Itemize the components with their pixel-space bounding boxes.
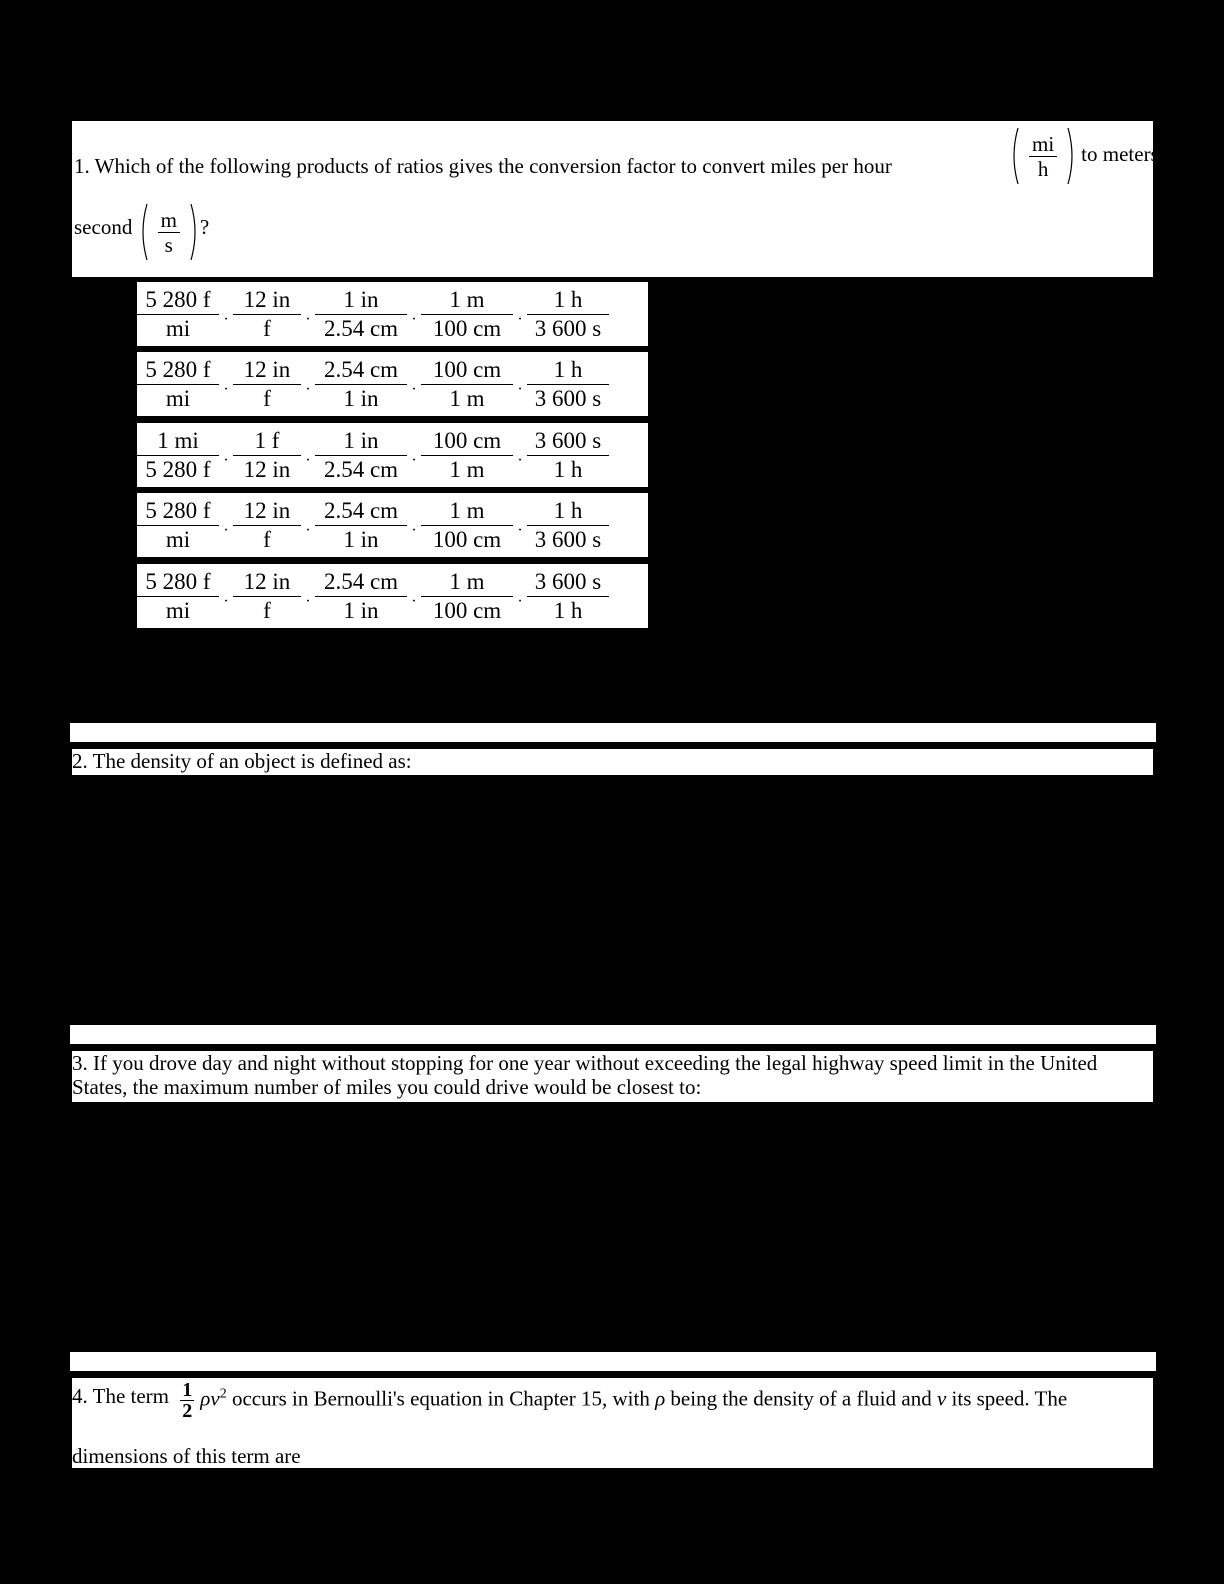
ratio-fraction <box>421 568 513 625</box>
ratio-denominator: mi <box>165 385 191 411</box>
ratio-denominator: 3 600 s <box>534 526 602 552</box>
q1-text: 1. Which of the following products of ratios gives the conversion factor to convert miles per hour <box>74 154 892 178</box>
multiply-dot: · <box>223 381 229 398</box>
ratio-fraction <box>137 286 219 343</box>
left-paren-icon <box>138 203 148 261</box>
ratio-denominator: 12 in <box>243 456 291 482</box>
multiply-dot: · <box>305 452 311 469</box>
q1-second-word: second <box>74 214 133 239</box>
ratio-denominator: 1 h <box>553 456 583 482</box>
multiply-dot: · <box>305 381 311 398</box>
ratio-fraction <box>421 286 513 343</box>
q3-line-2: States, the maximum number of miles you could drive would be closest to: <box>72 1075 702 1099</box>
ratio-numerator: 5 280 f <box>137 568 219 597</box>
ratio-denominator: 100 cm <box>432 597 502 623</box>
one-half-fraction <box>180 1380 194 1421</box>
ratio-denominator: 2.54 cm <box>323 315 399 341</box>
q1-option-4[interactable] <box>137 493 648 557</box>
mi-per-h-fraction <box>1029 132 1057 181</box>
ratio-fraction <box>233 497 301 554</box>
ratio-numerator: 1 h <box>527 497 609 526</box>
question-2 <box>72 749 1153 775</box>
ratio-denominator: 1 in <box>343 526 379 552</box>
ratio-denominator: 5 280 f <box>145 456 211 482</box>
ratio-product <box>137 352 648 416</box>
q4-end: its speed. The <box>951 1386 1068 1411</box>
ratio-denominator: 1 m <box>449 385 485 411</box>
q1-option-5[interactable] <box>137 564 648 628</box>
ratio-fraction <box>527 568 609 625</box>
separator-bar <box>70 1025 1156 1044</box>
q1-line1-end: to meters per <box>1081 141 1191 166</box>
ratio-fraction <box>233 568 301 625</box>
question-1 <box>72 121 1191 277</box>
multiply-dot: · <box>411 452 417 469</box>
ratio-numerator: 12 in <box>233 497 301 526</box>
ratio-fraction <box>421 427 513 484</box>
ratio-numerator: 1 m <box>421 568 513 597</box>
ratio-numerator: 2.54 cm <box>315 497 407 526</box>
rho-symbol: ρ <box>655 1386 666 1411</box>
multiply-dot: · <box>517 311 523 328</box>
ratio-numerator: 5 280 f <box>137 497 219 526</box>
q1-option-2[interactable] <box>137 352 648 416</box>
ratio-numerator: 1 h <box>527 286 609 315</box>
ratio-denominator: 3 600 s <box>534 385 602 411</box>
ratio-denominator: 1 h <box>553 597 583 623</box>
ratio-numerator: 3 600 s <box>527 568 609 597</box>
ratio-numerator: 100 cm <box>421 356 513 385</box>
ratio-denominator: 1 m <box>449 456 485 482</box>
ratio-numerator: 2.54 cm <box>315 356 407 385</box>
multiply-dot: · <box>411 311 417 328</box>
multiply-dot: · <box>223 311 229 328</box>
multiply-dot: · <box>411 522 417 539</box>
ratio-denominator: f <box>263 597 271 623</box>
separator-bar <box>70 723 1156 742</box>
q1-option-1[interactable] <box>137 282 648 346</box>
ratio-fraction <box>421 356 513 413</box>
v-symbol: v <box>210 1386 220 1411</box>
ratio-denominator: 100 cm <box>432 526 502 552</box>
ratio-numerator: 12 in <box>233 568 301 597</box>
q1-question-mark: ? <box>199 214 210 239</box>
ratio-numerator: 2.54 cm <box>315 568 407 597</box>
q3-line-1: 3. If you drove day and night without stopping for one year without exceeding the legal highway speed limit in the United <box>72 1051 1098 1075</box>
ratio-denominator: f <box>263 526 271 552</box>
multiply-dot: · <box>223 593 229 610</box>
right-paren-icon <box>1067 127 1077 185</box>
ratio-numerator: 1 mi <box>137 427 219 456</box>
right-paren-icon <box>190 203 200 261</box>
ratio-denominator: 1 in <box>343 385 379 411</box>
ratio-denominator: 3 600 s <box>534 315 602 341</box>
ratio-fraction <box>233 356 301 413</box>
q2-text: 2. The density of an object is defined as: <box>72 749 412 773</box>
multiply-dot: · <box>305 311 311 328</box>
ratio-numerator: 1 f <box>233 427 301 456</box>
q4-middle2: being the density of a fluid and <box>670 1386 932 1411</box>
question-3 <box>72 1051 1153 1102</box>
multiply-dot: · <box>517 522 523 539</box>
ratio-fraction <box>421 497 513 554</box>
ratio-numerator: 1 h <box>527 356 609 385</box>
ratio-fraction <box>527 356 609 413</box>
ratio-fraction <box>233 286 301 343</box>
frac-numerator: mi <box>1029 132 1057 157</box>
ratio-product <box>137 423 648 487</box>
frac-denominator: h <box>1037 156 1049 181</box>
q4-line-2: dimensions of this term are <box>72 1444 301 1468</box>
q4-middle: occurs in Bernoulli's equation in Chapter 15, with <box>231 1386 650 1411</box>
q4-line-1 <box>72 1380 1067 1421</box>
ratio-fraction <box>527 427 609 484</box>
ratio-denominator: 100 cm <box>432 315 502 341</box>
ratio-denominator: 2.54 cm <box>323 456 399 482</box>
exponent: 2 <box>219 1386 227 1402</box>
multiply-dot: · <box>517 593 523 610</box>
ratio-numerator: 5 280 f <box>137 356 219 385</box>
ratio-numerator: 1 m <box>421 286 513 315</box>
ratio-denominator: mi <box>165 526 191 552</box>
m-per-s-fraction <box>158 208 180 257</box>
ratio-fraction <box>527 286 609 343</box>
ratio-fraction <box>527 497 609 554</box>
multiply-dot: · <box>223 522 229 539</box>
ratio-numerator: 5 280 f <box>137 286 219 315</box>
ratio-fraction <box>315 356 407 413</box>
q1-line-2 <box>74 203 209 261</box>
ratio-numerator: 12 in <box>233 356 301 385</box>
left-paren-icon <box>1009 127 1019 185</box>
q4-prefix: 4. The term <box>72 1384 170 1409</box>
ratio-fraction <box>315 286 407 343</box>
ratio-fraction <box>315 497 407 554</box>
ratio-numerator: 1 m <box>421 497 513 526</box>
ratio-numerator: 100 cm <box>421 427 513 456</box>
ratio-fraction <box>137 356 219 413</box>
multiply-dot: · <box>517 381 523 398</box>
ratio-denominator: mi <box>165 597 191 623</box>
ratio-fraction <box>137 568 219 625</box>
ratio-fraction <box>137 427 219 484</box>
ratio-denominator: f <box>263 315 271 341</box>
multiply-dot: · <box>411 593 417 610</box>
v-symbol: v <box>936 1386 947 1411</box>
ratio-fraction <box>233 427 301 484</box>
ratio-numerator: 1 in <box>315 427 407 456</box>
ratio-numerator: 12 in <box>233 286 301 315</box>
ratio-numerator: 1 in <box>315 286 407 315</box>
ratio-fraction <box>137 497 219 554</box>
q1-mi-per-h <box>1009 127 1191 185</box>
ratio-fraction <box>315 568 407 625</box>
rho-symbol: ρ <box>200 1386 211 1411</box>
ratio-numerator: 3 600 s <box>527 427 609 456</box>
ratio-product <box>137 564 648 628</box>
frac-numerator: 1 <box>182 1379 193 1401</box>
multiply-dot: · <box>223 452 229 469</box>
question-4 <box>72 1378 1153 1468</box>
frac-denominator: 2 <box>182 1400 193 1422</box>
ratio-denominator: 1 in <box>343 597 379 623</box>
q1-line-1 <box>74 154 892 179</box>
ratio-denominator: mi <box>165 315 191 341</box>
frac-denominator: s <box>164 232 173 257</box>
ratio-product <box>137 282 648 346</box>
ratio-product <box>137 493 648 557</box>
ratio-fraction <box>315 427 407 484</box>
q1-option-3[interactable] <box>137 423 648 487</box>
multiply-dot: · <box>517 452 523 469</box>
separator-bar <box>70 1352 1156 1371</box>
ratio-denominator: f <box>263 385 271 411</box>
frac-numerator: m <box>158 208 180 233</box>
multiply-dot: · <box>305 522 311 539</box>
multiply-dot: · <box>411 381 417 398</box>
multiply-dot: · <box>305 593 311 610</box>
